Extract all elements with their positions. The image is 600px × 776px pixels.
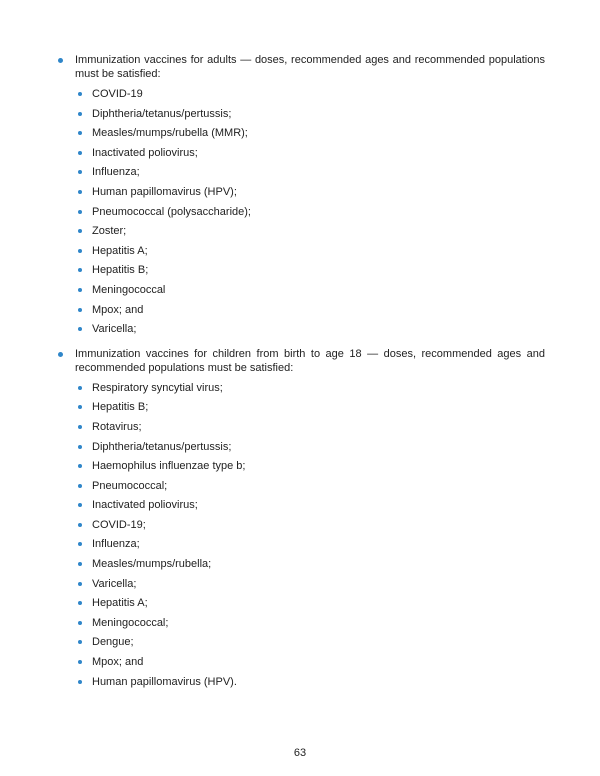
list-item xyxy=(0,400,600,420)
bullet-icon xyxy=(78,288,82,292)
bullet-icon xyxy=(78,621,82,625)
list-item xyxy=(0,126,600,146)
list-item xyxy=(0,185,600,205)
bullet-icon xyxy=(78,601,82,605)
list-item-label: Human papillomavirus (HPV); xyxy=(92,185,237,198)
list-item-label: Dengue; xyxy=(92,636,134,649)
list-item xyxy=(0,107,600,127)
bullet-icon xyxy=(58,58,63,63)
list-item xyxy=(0,537,600,557)
list-item xyxy=(0,146,600,166)
list-item-label: Zoster; xyxy=(92,225,127,238)
bullet-icon xyxy=(78,523,82,527)
list-item-label: Inactivated poliovirus; xyxy=(92,499,198,512)
bullet-icon xyxy=(78,190,82,194)
list-item xyxy=(0,635,600,655)
list-item-label: Rotavirus; xyxy=(92,420,142,433)
list-item xyxy=(0,87,600,107)
bullet-icon xyxy=(78,503,82,507)
vaccine-requirements-list xyxy=(0,53,600,699)
list-item-label: COVID-19 xyxy=(92,88,143,100)
child-vaccines-section xyxy=(0,347,600,695)
adult-vaccines-intro: Immunization vaccines for adults — doses, recommended ages and recommended populations must be satisfied: xyxy=(75,54,545,80)
bullet-icon xyxy=(78,249,82,253)
bullet-icon xyxy=(78,92,82,96)
list-item-label: Mpox; and xyxy=(92,303,144,316)
list-item-label: Measles/mumps/rubella (MMR); xyxy=(92,127,248,140)
bullet-icon xyxy=(78,386,82,390)
list-item-label: Respiratory syncytial virus; xyxy=(92,381,223,394)
list-item xyxy=(0,557,600,577)
bullet-icon xyxy=(78,680,82,684)
child-vaccines-intro: Immunization vaccines for children from birth to age 18 — doses, recommended ages and recommended populations must be satisfied: xyxy=(75,347,545,374)
bullet-icon xyxy=(78,229,82,233)
child-vaccines-list xyxy=(0,381,600,695)
list-item-label: Inactivated poliovirus; xyxy=(92,146,198,159)
adult-vaccines-section xyxy=(0,53,600,342)
list-item xyxy=(0,165,600,185)
page-number: 63 xyxy=(293,747,307,759)
bullet-icon xyxy=(78,327,82,331)
list-item xyxy=(0,479,600,499)
bullet-icon xyxy=(78,425,82,429)
list-item-label: Human papillomavirus (HPV). xyxy=(92,675,237,688)
list-item xyxy=(0,518,600,538)
list-item xyxy=(0,498,600,518)
list-item xyxy=(0,244,600,264)
bullet-icon xyxy=(78,170,82,174)
list-item-label: Varicella; xyxy=(92,323,137,336)
list-item xyxy=(0,616,600,636)
list-item xyxy=(0,420,600,440)
list-item xyxy=(0,303,600,323)
list-item-label: COVID-19; xyxy=(92,518,146,531)
list-item xyxy=(0,283,600,303)
bullet-icon xyxy=(78,268,82,272)
list-item-label: Hepatitis B; xyxy=(92,401,149,414)
list-item-label: Diphtheria/tetanus/pertussis; xyxy=(92,440,232,453)
list-item xyxy=(0,263,600,283)
bullet-icon xyxy=(78,112,82,116)
bullet-icon xyxy=(78,484,82,488)
bullet-icon xyxy=(78,210,82,214)
bullet-icon xyxy=(78,151,82,155)
list-item-label: Haemophilus influenzae type b; xyxy=(92,460,246,473)
list-item xyxy=(0,440,600,460)
list-item xyxy=(0,675,600,695)
list-item-label: Hepatitis A; xyxy=(92,244,148,257)
list-item-label: Hepatitis B; xyxy=(92,264,149,277)
list-item-label: Hepatitis A; xyxy=(92,597,148,610)
list-item-label: Meningococcal xyxy=(92,283,166,296)
list-item-label: Measles/mumps/rubella; xyxy=(92,558,212,571)
bullet-icon xyxy=(78,464,82,468)
list-item xyxy=(0,577,600,597)
list-item-label: Mpox; and xyxy=(92,656,144,669)
list-item-label: Pneumococcal; xyxy=(92,479,168,492)
list-item xyxy=(0,381,600,401)
list-item xyxy=(0,655,600,675)
list-item-label: Meningococcal; xyxy=(92,616,169,629)
list-item-label: Influenza; xyxy=(92,166,140,179)
bullet-icon xyxy=(78,660,82,664)
list-item-label: Diphtheria/tetanus/pertussis; xyxy=(92,107,232,120)
list-item-label: Varicella; xyxy=(92,577,137,590)
list-item xyxy=(0,205,600,225)
bullet-icon xyxy=(58,352,63,357)
bullet-icon xyxy=(78,405,82,409)
list-item-label: Pneumococcal (polysaccharide); xyxy=(92,205,251,218)
list-item xyxy=(0,459,600,479)
bullet-icon xyxy=(78,640,82,644)
bullet-icon xyxy=(78,562,82,566)
bullet-icon xyxy=(78,542,82,546)
list-item xyxy=(0,596,600,616)
list-item xyxy=(0,224,600,244)
adult-vaccines-list xyxy=(0,87,600,342)
list-item-label: Influenza; xyxy=(92,538,140,551)
bullet-icon xyxy=(78,131,82,135)
bullet-icon xyxy=(78,308,82,312)
bullet-icon xyxy=(78,582,82,586)
list-item xyxy=(0,322,600,342)
bullet-icon xyxy=(78,445,82,449)
